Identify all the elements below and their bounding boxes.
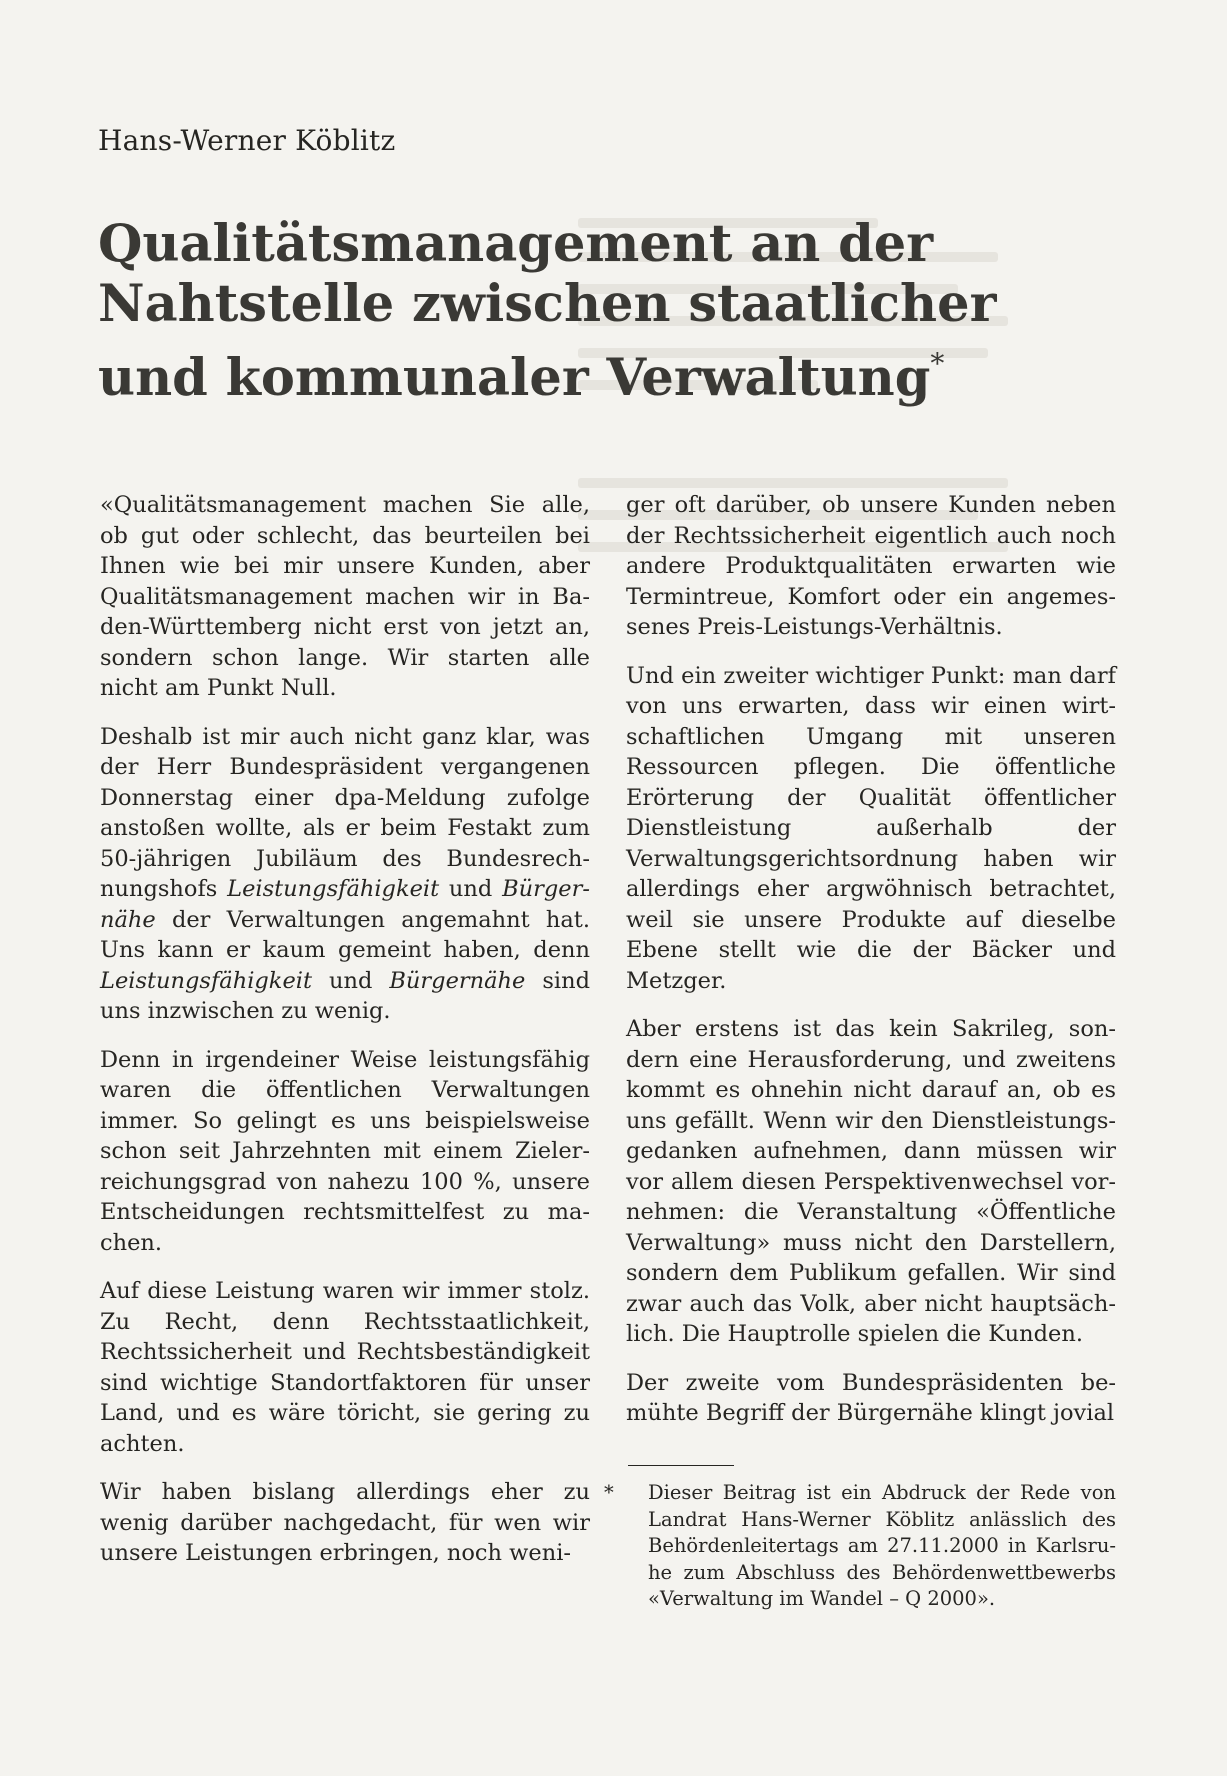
italic-term: Leistungsfähigkeit bbox=[100, 967, 312, 994]
footnote-divider bbox=[628, 1465, 734, 1466]
footnote bbox=[604, 1480, 1116, 1613]
paragraph: Und ein zweiter wichtiger Punkt: man darf von uns erwarten, dass wir einen wirtschaftlichen Umgang mit unseren Ressourcen pflegen. Die öffentliche Erörterung der Qualität öffentlicher Dienstleistung außerhalb der Verwaltungsgerichtsordnung haben wir allerdings eher argwöhnisch betrachtet, weil sie unsere Produkte auf dieselbe Ebene stellt wie die der Bäcker und Metzger. bbox=[626, 662, 1116, 994]
right-text-column bbox=[626, 490, 1116, 1447]
text-run: der Verwaltungen angemahnt hat. Uns kann er kaum gemeint haben, denn bbox=[100, 906, 590, 963]
paragraph: Denn in irgendeiner Weise leistungsfähig waren die öffentlichen Verwaltungen immer. So gelingt es uns beispielsweise schon seit Jahrzehnten mit einem Zielerreichungsgrad von nahezu 100 %, unsere Entscheidungen rechtsmittelfest zu machen. bbox=[100, 1046, 590, 1256]
author-name: Hans-Werner Köblitz bbox=[98, 124, 396, 157]
title-footnote-mark: * bbox=[930, 347, 945, 380]
paragraph: ger oft darüber, ob unsere Kunden neben der Rechtssicherheit eigentlich auch noch andere Produktqualitäten erwarten wie Termintreue, Komfort oder ein angemessenes Preis-Leistungs-Verhältnis. bbox=[626, 492, 1116, 640]
paragraph: Auf diese Leistung waren wir immer stolz. Zu Recht, denn Rechtsstaatlichkeit, Rechtssicherheit und Rechtsbeständigkeit sind wichtige Standortfaktoren für unser Land, und es wäre töricht, sie gering zu achten. bbox=[100, 1278, 590, 1457]
text-run: und bbox=[439, 876, 503, 902]
paragraph: Wir haben bislang allerdings eher zu wenig darüber nachgedacht, für wen wir unsere Leistungen erbringen, noch weni- bbox=[100, 1479, 590, 1566]
footnote-text: Dieser Beitrag ist ein Abdruck der Rede von Landrat Hans-Werner Köblitz anlässlich des Behördenleitertags am 27.11.2000 in Karlsruhe zum Abschluss des Behördenwettbewerbs «Verwaltung im Wandel – Q 2000». bbox=[648, 1481, 1116, 1610]
text-run: sind uns inzwischen zu wenig. bbox=[100, 967, 590, 1024]
left-text-column bbox=[100, 490, 590, 1587]
paragraph bbox=[100, 722, 590, 1027]
text-run: und bbox=[312, 967, 390, 994]
title-text: Qualitätsmanagement an der Nahtstelle zwischen staatlicher und kommunaler Verwaltung bbox=[98, 214, 997, 408]
text-run: Deshalb ist mir auch nicht ganz klar, was der Herr Bundespräsident vergangenen Donnerstag einer dpa-Meldung zufolge anstoßen wollte, als er beim Festakt zum 50-jährigen Jubiläum des Bundesrechnungshofs bbox=[100, 723, 590, 902]
italic-term: Leistungsfähigkeit bbox=[227, 876, 440, 902]
italic-term: Bürgernähe bbox=[389, 967, 526, 994]
paragraph: Der zweite vom Bundespräsidenten bemühte Begriff der Bürgernähe klingt jovial bbox=[626, 1369, 1116, 1426]
paragraph: «Qualitätsmanagement machen Sie alle, ob gut oder schlecht, das beurteilen bei Ihnen wie bei mir unsere Kunden, aber Qualitätsmanagement machen wir in Baden-Württemberg nicht erst von jetzt an, sondern schon lange. Wir starten alle nicht am Punkt Null. bbox=[100, 492, 590, 701]
footnote-mark: * bbox=[604, 1481, 614, 1504]
italic-term: Bürgernähe bbox=[100, 876, 590, 933]
paragraph: Aber erstens ist das kein Sakrileg, sondern eine Herausforderung, und zweitens kommt es ohnehin nicht darauf an, ob es uns gefällt. Wenn wir den Dienstleistungsgedanken aufnehmen, dann müssen wir vor allem diesen Perspektivenwechsel vornehmen: die Veranstaltung «Öffentliche Verwaltung» muss nicht den Darstellern, sondern dem Publikum gefallen. Wir sind zwar auch das Volk, aber nicht hauptsächlich. Die Hauptrolle spielen die Kunden. bbox=[626, 1016, 1116, 1347]
article-title bbox=[98, 214, 1108, 408]
